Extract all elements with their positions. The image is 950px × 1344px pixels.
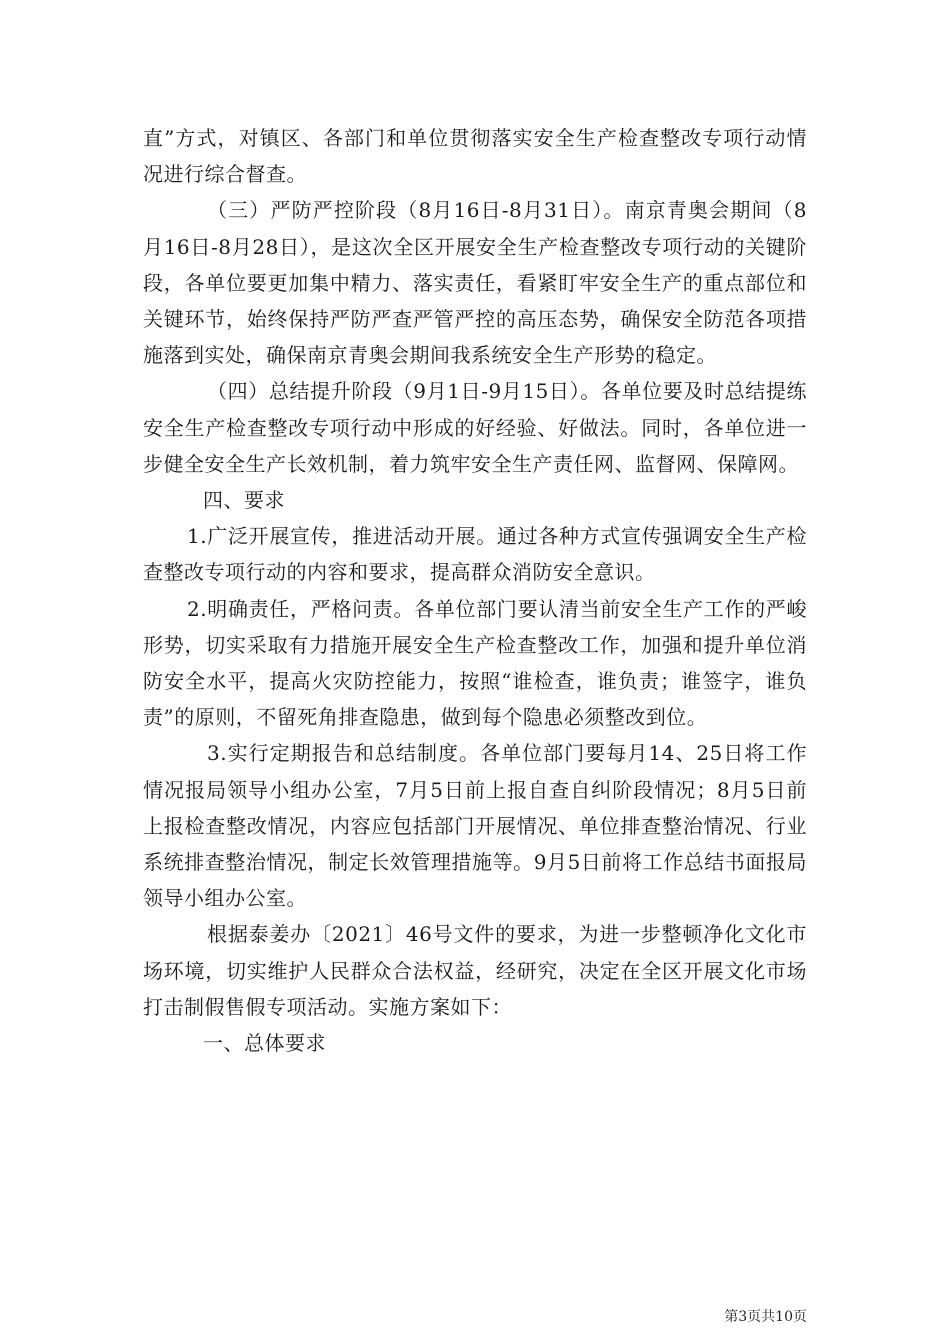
paragraph-phase-three: （三）严防严控阶段（8月16日-8月31日）。南京青奥会期间（8月16日-8月28日），是这次全区开展安全生产检查整改专项行动的关键阶段，各单位要更加集中精力、落实责任，看紧盯牢安全生产的重点部位和关键环节，始终保持严防严查严管严控的高压态势，确保安全防范各项措施落到实处，确保南京青奥会期间我系统安全生产形势的稳定。	[143, 198, 807, 368]
paragraph-new-plan-intro: 根据泰姜办〔2021〕46号文件的要求，为进一步整顿净化文化市场环境，切实维护人民群众合法权益，经研究，决定在全区开展文化市场打击制假售假专项活动。实施方案如下：	[143, 922, 807, 1019]
document-body	[143, 120, 807, 1061]
paragraph-requirement-3: 3.实行定期报告和总结制度。各单位部门要每月14、25日将工作情况报局领导小组办公室，7月5日前上报自查自纠阶段情况；8月5日前上报检查整改情况，内容应包括部门开展情况、单位排查整治情况、行业系统排查整治情况，制定长效管理措施等。9月5日前将工作总结书面报局领导小组办公室。	[143, 741, 807, 911]
section-heading-requirements: 四、要求	[203, 488, 285, 513]
paragraph-continuation: 直”方式，对镇区、各部门和单位贯彻落实安全生产检查整改专项行动情况进行综合督查。	[143, 126, 807, 187]
paragraph-phase-four: （四）总结提升阶段（9月1日-9月15日）。各单位要及时总结提练安全生产检查整改专项行动中形成的好经验、好做法。同时，各单位进一步健全安全生产长效机制，着力筑牢安全生产责任网、监督网、保障网。	[143, 379, 807, 476]
paragraph-requirement-2: 2.明确责任，严格问责。各单位部门要认清当前安全生产工作的严峻形势，切实采取有力措施开展安全生产检查整改工作，加强和提升单位消防安全水平，提高火灾防控能力，按照“谁检查，谁负责；谁签字，谁负责”的原则，不留死角排查隐患，做到每个隐患必须整改到位。	[143, 596, 807, 730]
page-number-footer: 第3页共10页	[724, 1309, 807, 1325]
paragraph-requirement-1: 1.广泛开展宣传，推进活动开展。通过各种方式宣传强调安全生产检查整改专项行动的内容和要求，提高群众消防安全意识。	[143, 524, 807, 585]
section-heading-overall-requirements: 一、总体要求	[203, 1031, 326, 1056]
